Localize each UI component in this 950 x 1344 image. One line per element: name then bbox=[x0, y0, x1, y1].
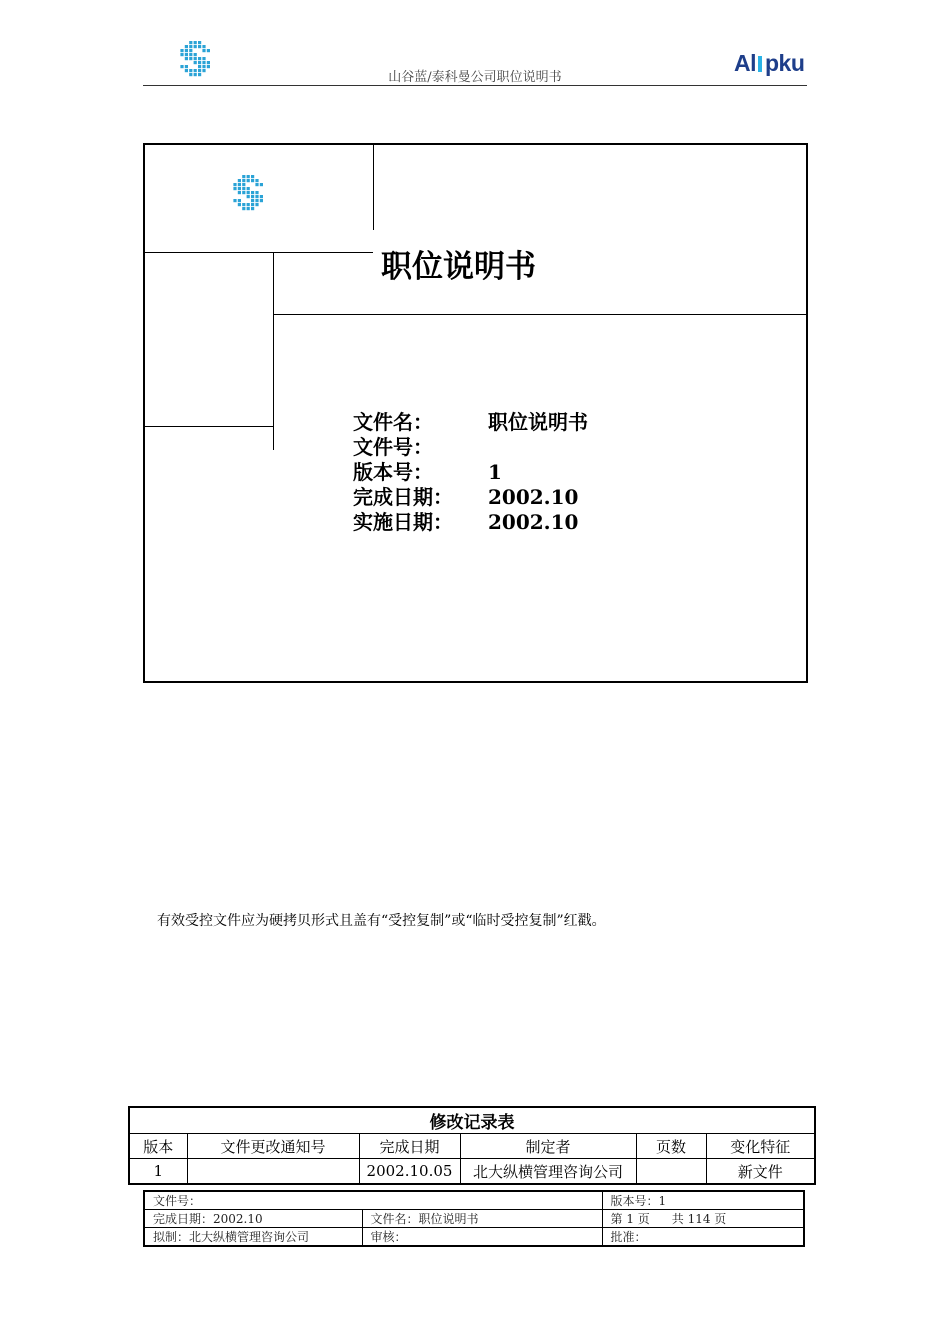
footer-page-number: 第 1 页 bbox=[610, 1212, 650, 1226]
logo-dot bbox=[189, 45, 192, 48]
logo-dot bbox=[189, 53, 192, 56]
logo-dot bbox=[251, 207, 254, 210]
logo-bar-icon bbox=[758, 56, 762, 72]
logo-dot bbox=[185, 45, 188, 48]
cover-logo-icon bbox=[224, 174, 270, 212]
frame-line bbox=[145, 426, 273, 427]
logo-dot bbox=[255, 179, 258, 182]
logo-dot bbox=[233, 199, 236, 202]
table-cell bbox=[187, 1159, 359, 1185]
logo-dot bbox=[207, 61, 210, 64]
footer-completion-date: 完成日期：2002.10 bbox=[144, 1210, 362, 1228]
logo-dot bbox=[202, 61, 205, 64]
logo-dot bbox=[255, 199, 258, 202]
footer-file-name: 文件名：职位说明书 bbox=[362, 1210, 602, 1228]
logo-dot bbox=[255, 203, 258, 206]
logo-dot bbox=[247, 179, 250, 182]
logo-dot bbox=[180, 49, 183, 52]
column-header: 版本 bbox=[129, 1134, 187, 1159]
logo-dot bbox=[242, 191, 245, 194]
logo-dot bbox=[194, 41, 197, 44]
logo-dot bbox=[247, 175, 250, 178]
meta-row-file-number: 文件号： bbox=[353, 435, 433, 459]
logo-dot bbox=[189, 41, 192, 44]
logo-dot bbox=[251, 191, 254, 194]
logo-dot bbox=[194, 61, 197, 64]
logo-dot bbox=[189, 57, 192, 60]
meta-row-version: 版本号： 1 bbox=[353, 460, 502, 484]
table-cell: 新文件 bbox=[706, 1159, 815, 1185]
meta-row-effective-date: 实施日期： 2002.10 bbox=[353, 510, 579, 534]
table-row bbox=[129, 1159, 815, 1185]
column-header: 完成日期 bbox=[359, 1134, 460, 1159]
cover-title: 职位说明书 bbox=[381, 249, 536, 285]
footer-doc-number: 文件号： bbox=[144, 1191, 602, 1210]
footer-total-pages: 共 114 页 bbox=[671, 1212, 727, 1226]
logo-dot bbox=[247, 203, 250, 206]
frame-line bbox=[373, 145, 374, 230]
table-cell: 1 bbox=[129, 1159, 187, 1185]
logo-dot bbox=[238, 191, 241, 194]
table-cell: 2002.10.05 bbox=[359, 1159, 460, 1185]
meta-row-file-name: 文件名： 职位说明书 bbox=[353, 410, 588, 434]
logo-dot bbox=[238, 183, 241, 186]
logo-dot bbox=[194, 45, 197, 48]
logo-dot bbox=[251, 199, 254, 202]
footer-page-info bbox=[602, 1210, 804, 1228]
footer-info-table bbox=[143, 1190, 805, 1247]
control-notice: 有效受控文件应为硬拷贝形式且盖有“受控复制”或“临时受控复制”红戳。 bbox=[157, 913, 606, 929]
allpku-logo: Al pku bbox=[734, 50, 805, 76]
logo-dot bbox=[247, 195, 250, 198]
logo-dot bbox=[247, 191, 250, 194]
logo-dot bbox=[189, 49, 192, 52]
logo-dot bbox=[233, 187, 236, 190]
page-header-title: 山谷蓝/泰科曼公司职位说明书 bbox=[388, 70, 562, 85]
revision-table bbox=[128, 1106, 816, 1185]
logo-dot bbox=[260, 199, 263, 202]
column-header: 文件更改通知号 bbox=[187, 1134, 359, 1159]
column-header: 制定者 bbox=[460, 1134, 636, 1159]
frame-line bbox=[145, 252, 373, 253]
logo-dot bbox=[180, 53, 183, 56]
document-meta bbox=[353, 410, 588, 535]
logo-dot bbox=[260, 183, 263, 186]
logo-dot bbox=[255, 195, 258, 198]
logo-dot bbox=[251, 195, 254, 198]
logo-dot bbox=[247, 207, 250, 210]
logo-dot bbox=[242, 187, 245, 190]
logo-dot bbox=[242, 175, 245, 178]
footer-drafted-by: 拟制：北大纵横管理咨询公司 bbox=[144, 1228, 362, 1247]
logo-dot bbox=[251, 175, 254, 178]
footer-version: 版本号：1 bbox=[602, 1191, 804, 1210]
logo-dot bbox=[198, 41, 201, 44]
logo-dot bbox=[185, 49, 188, 52]
revision-header-row bbox=[129, 1134, 815, 1159]
frame-line bbox=[273, 314, 806, 315]
footer-approved-by: 批准： bbox=[602, 1228, 804, 1247]
logo-dot bbox=[251, 203, 254, 206]
table-cell: 北大纵横管理咨询公司 bbox=[460, 1159, 636, 1185]
logo-dot bbox=[194, 57, 197, 60]
logo-dot bbox=[202, 49, 205, 52]
header-divider bbox=[143, 85, 807, 86]
logo-dot bbox=[238, 179, 241, 182]
logo-dot bbox=[198, 45, 201, 48]
logo-dot bbox=[202, 45, 205, 48]
logo-dot bbox=[194, 53, 197, 56]
logo-dot bbox=[242, 179, 245, 182]
footer-reviewed-by: 审核： bbox=[362, 1228, 602, 1247]
logo-dot bbox=[198, 57, 201, 60]
logo-dot bbox=[242, 183, 245, 186]
logo-dot bbox=[238, 199, 241, 202]
column-header: 变化特征 bbox=[706, 1134, 815, 1159]
logo-dot bbox=[242, 203, 245, 206]
logo-dot bbox=[238, 187, 241, 190]
logo-dot bbox=[242, 207, 245, 210]
column-header: 页数 bbox=[636, 1134, 706, 1159]
logo-dot bbox=[202, 57, 205, 60]
logo-dot bbox=[255, 183, 258, 186]
revision-caption: 修改记录表 bbox=[129, 1107, 815, 1134]
logo-dot bbox=[260, 195, 263, 198]
logo-dot bbox=[233, 183, 236, 186]
logo-dot bbox=[238, 203, 241, 206]
logo-dot bbox=[255, 191, 258, 194]
logo-dot bbox=[247, 187, 250, 190]
meta-row-completion-date: 完成日期： 2002.10 bbox=[353, 485, 579, 509]
table-cell bbox=[636, 1159, 706, 1185]
logo-dot bbox=[251, 179, 254, 182]
logo-dot bbox=[185, 57, 188, 60]
frame-line bbox=[273, 252, 274, 450]
logo-dot bbox=[207, 49, 210, 52]
logo-dot bbox=[185, 53, 188, 56]
logo-dot bbox=[198, 61, 201, 64]
